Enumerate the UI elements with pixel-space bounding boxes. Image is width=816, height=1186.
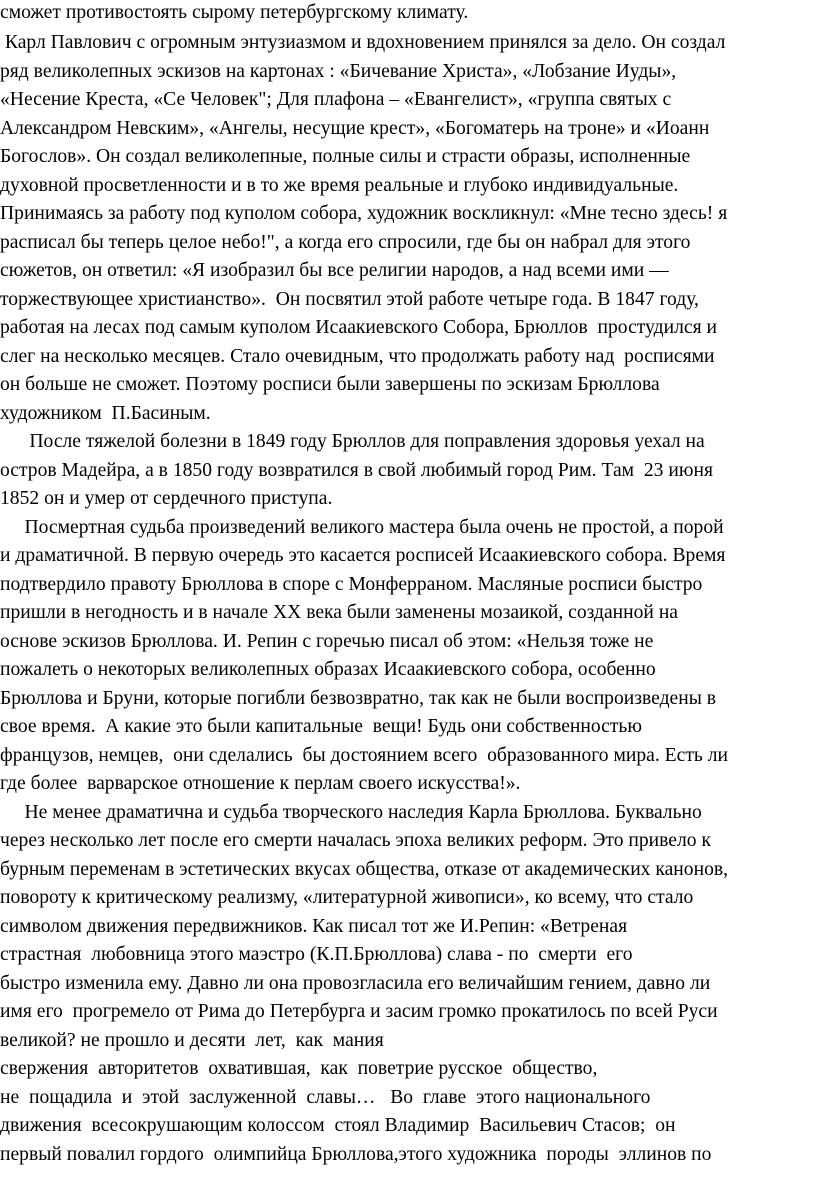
text-line: свержения авторитетов охватившая, как поветрие русское общество, bbox=[0, 1058, 598, 1079]
text-line: основе эскизов Брюллова. И. Репин с горечью писал об этом: «Нельзя тоже не bbox=[0, 631, 654, 652]
text-line: пришли в негодность и в начале XX века были заменены мозаикой, созданной на bbox=[0, 602, 679, 623]
text-line: работая на лесах под самым куполом Исаакиевского Собора, Брюллов простудился и bbox=[0, 317, 717, 338]
text-line: слег на несколько месяцев. Стало очевидным, что продолжать работу над росписями bbox=[0, 346, 715, 367]
text-line: Александром Невским», «Ангелы, несущие крест», «Богоматерь на троне» и «Иоанн bbox=[0, 118, 710, 139]
text-line: пожалеть о некоторых великолепных образах Исаакиевского собора, особенно bbox=[0, 659, 656, 680]
text-line: свое время. А какие это были капитальные вещи! Будь они собственностью bbox=[0, 716, 643, 737]
text-line: 1852 он и умер от сердечного приступа. bbox=[0, 488, 333, 509]
text-line: Принимаясь за работу под куполом собора, художник воскликнул: «Мне тесно здесь! я bbox=[0, 203, 728, 224]
text-line: Посмертная судьба произведений великого мастера была очень не простой, а порой bbox=[0, 517, 724, 538]
text-line: торжествующее христианство». Он посвятил этой работе четыре года. В 1847 году, bbox=[0, 289, 699, 310]
text-line: ряд великолепных эскизов на картонах : «Бичевание Христа», «Лобзание Иуды», bbox=[0, 61, 677, 82]
text-line: где более варварское отношение к перлам своего искусства!». bbox=[0, 773, 521, 794]
text-line: повороту к критическому реализму, «литературной живописи», ко всему, что стало bbox=[0, 887, 694, 908]
text-line: французов, немцев, они сделались бы достоянием всего образованного мира. Есть ли bbox=[0, 745, 728, 766]
text-line: подтвердило правоту Брюллова в споре с Монферраном. Масляные росписи быстро bbox=[0, 574, 703, 595]
text-line: бурным переменам в эстетических вкусах общества, отказе от академических канонов, bbox=[0, 859, 729, 880]
text-line: имя его прогремело от Рима до Петербурга и засим громко прокатилось по всей Руси bbox=[0, 1001, 718, 1022]
text-line: остров Мадейра, а в 1850 году возвратился в свой любимый город Рим. Там 23 июня bbox=[0, 460, 713, 481]
text-line: духовной просветленности и в то же время реальные и глубоко индивидуальные. bbox=[0, 175, 679, 196]
text-line: движения всесокрушающим колоссом стоял Владимир Васильевич Стасов; он bbox=[0, 1115, 676, 1136]
text-line: страстная любовница этого маэстро (К.П.Брюллова) слава - по смерти его bbox=[0, 944, 633, 965]
text-line: великой? не прошло и десяти лет, как мания bbox=[0, 1030, 384, 1051]
text-line: он больше не сможет. Поэтому росписи были завершены по эскизам Брюллова bbox=[0, 374, 660, 395]
text-line: и драматичной. В первую очередь это касается росписей Исаакиевского собора. Время bbox=[0, 545, 726, 566]
text-line: «Несение Креста, «Се Человек"; Для плафона – «Евангелист», «группа святых с bbox=[0, 89, 672, 110]
text-line: не пощадила и этой заслуженной славы… Во главе этого национального bbox=[0, 1087, 651, 1108]
text-line: первый повалил гордого олимпийца Брюллова,этого художника породы эллинов по bbox=[0, 1144, 712, 1165]
text-line: Не менее драматична и судьба творческого наследия Карла Брюллова. Буквально bbox=[0, 802, 702, 823]
text-line: символом движения передвижников. Как писал тот же И.Репин: «Ветреная bbox=[0, 916, 628, 937]
text-line: сюжетов, он ответил: «Я изобразил бы все религии народов, а над всеми ими — bbox=[0, 260, 669, 281]
text-line: художником П.Басиным. bbox=[0, 403, 211, 424]
text-line: через несколько лет после его смерти началась эпоха великих реформ. Это привело к bbox=[0, 830, 711, 851]
text-line: Богослов». Он создал великолепные, полные силы и страсти образы, исполненные bbox=[0, 146, 691, 167]
text-line: расписал бы теперь целое небо!", а когда его спросили, где бы он набрал для этого bbox=[0, 232, 691, 253]
text-line: После тяжелой болезни в 1849 году Брюллов для поправления здоровья уехал на bbox=[0, 431, 705, 452]
text-line: быстро изменила ему. Давно ли она провозгласила его величайшим гением, давно ли bbox=[0, 973, 711, 994]
text-line: Брюллова и Бруни, которые погибли безвозвратно, так как не были воспроизведены в bbox=[0, 688, 717, 709]
text-line: сможет противостоять сырому петербургскому климату. bbox=[0, 2, 469, 23]
text-line: Карл Павлович с огромным энтузиазмом и вдохновением принялся за дело. Он создал bbox=[0, 32, 726, 53]
